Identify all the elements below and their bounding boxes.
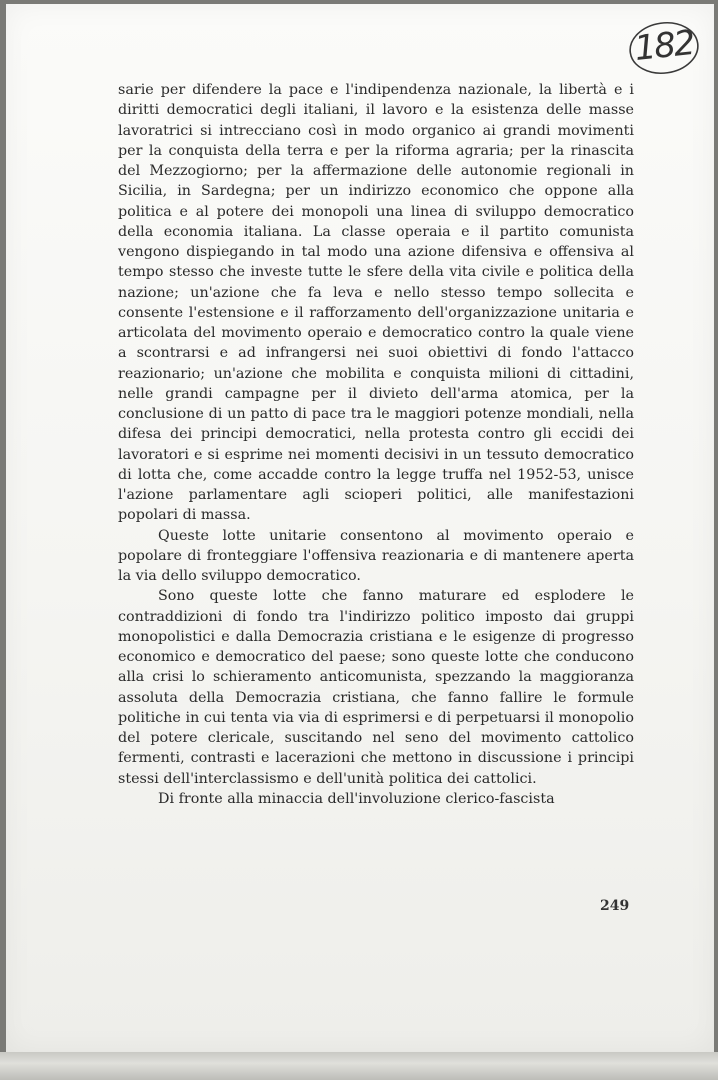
paragraph: sarie per difendere la pace e l'indipendenza nazionale, la libertà e i diritti democratici degli italiani, il lavoro e la esistenza delle masse lavoratrici si intrecciano così in modo organico ai grandi movimenti per la conquista della terra e per la riforma agraria; per la rinascita del Mezzogiorno; per la affermazione delle autonomie regionali in Sicilia, in Sardegna; per un indirizzo economico che oppone alla politica e al potere dei monopoli una linea di sviluppo democratico della economia italiana. La classe operaia e il partito comunista vengono dispiegando in tal modo una azione difensiva e offensiva al tempo stesso che investe tutte le sfere della vita civile e politica della nazione; un'azione che fa leva e nello stesso tempo sollecita e consente l'estensione e il rafforzamento dell'organizzazione unitaria e articolata del movimento operaio e democratico contro la quale viene a scontrarsi e ad infrangersi nei suoi obiettivi di fondo l'attacco reazionario; un'azione che mobilita e conquista milioni di cittadini, nelle grandi campagne per il divieto dell'arma atomica, per la conclusione di un patto di pace tra le maggiori potenze mondiali, nella difesa dei principi democratici, nella protesta contro gli eccidi dei lavoratori e si esprime nei momenti decisivi in un tessuto democratico di lotta che, come accadde contro la legge truffa nel 1952-53, unisce l'azione parlamentare agli scioperi politici, alle manifestazioni popolari di massa.	[118, 82, 634, 524]
paragraph: Queste lotte unitarie consentono al movimento operaio e popolare di fronteggiare l'offensiva reazionaria e di mantenere aperta la via dello sviluppo democratico.	[118, 527, 634, 584]
handwritten-page-annotation	[626, 18, 702, 78]
scan-bottom-edge	[0, 1052, 718, 1080]
handwritten-number: 182	[632, 23, 696, 69]
paragraph: Di fronte alla minaccia dell'involuzione clerico-fascista	[158, 790, 555, 807]
body-text	[118, 80, 634, 809]
page-number: 249	[600, 898, 630, 914]
document-page	[6, 4, 714, 1052]
paragraph: Sono queste lotte che fanno maturare ed esplodere le contraddizioni di fondo tra l'indirizzo politico imposto dai gruppi monopolistici e dalla Democrazia cristiana e le esigenze di progresso economico e democratico del paese; sono queste lotte che conducono alla crisi lo schieramento anticomunista, spezzando la maggioranza assoluta della Democrazia cristiana, che fanno fallire le formule politiche in cui tenta via via di esprimersi e di perpetuarsi il monopolio del potere clericale, suscitando nel seno del movimento cattolico fermenti, contrasti e lacerazioni che mettono in discussione i principi stessi dell'interclassismo e dell'unità politica dei cattolici.	[118, 588, 634, 787]
